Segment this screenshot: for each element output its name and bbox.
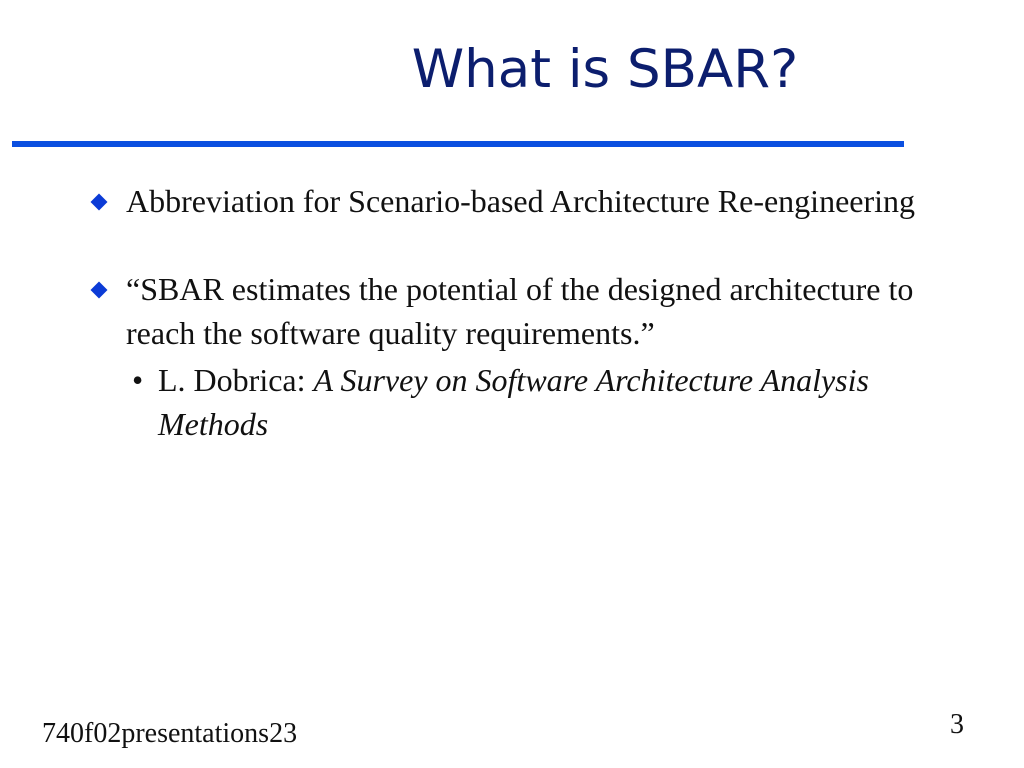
diamond-bullet-icon — [91, 281, 108, 298]
bullet-item-quote — [88, 268, 928, 356]
bullet-text: “SBAR estimates the potential of the designed architecture to reach the software quality requirements.” — [126, 270, 914, 351]
slide-title: What is SBAR? — [411, 39, 799, 100]
footer-text: 740f02presentations23 — [42, 718, 298, 749]
bullet-item-abbreviation — [88, 180, 928, 224]
bullet-text: Abbreviation for Scenario-based Architecture Re-engineering — [126, 183, 916, 219]
diamond-bullet-icon — [91, 194, 108, 211]
bullet-list — [88, 180, 928, 447]
title-rule — [12, 141, 904, 147]
page-number: 3 — [950, 709, 964, 740]
citation-title: A Survey on Software Architecture Analysis Methods — [158, 362, 869, 443]
dot-bullet-icon: • — [132, 362, 144, 399]
sub-bullet-citation — [132, 359, 928, 447]
citation-author: L. Dobrica: — [158, 362, 314, 399]
